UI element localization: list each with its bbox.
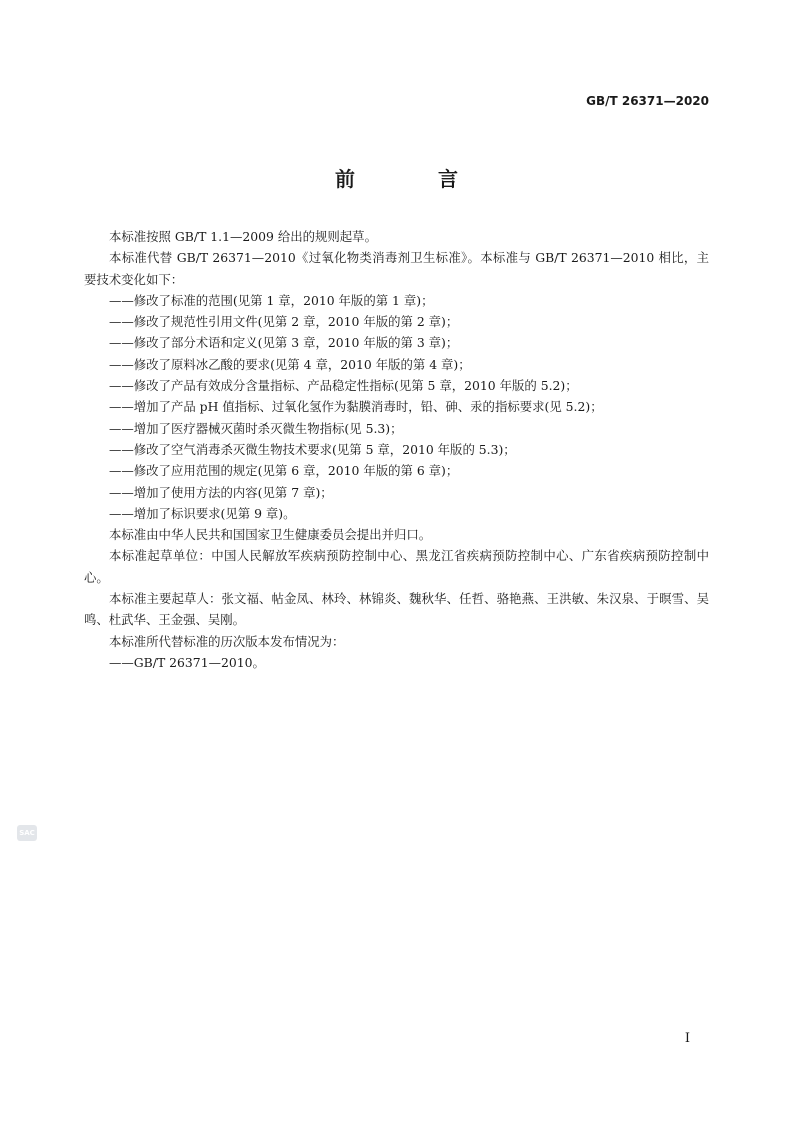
list-item: ——增加了医疗器械灭菌时杀灭微生物指标(见 5.3)； (109, 420, 403, 436)
foreword-body (84, 226, 709, 673)
page-title: 前 言 (335, 167, 496, 191)
page-number: I (684, 1031, 690, 1046)
sac-watermark-logo (17, 825, 37, 841)
list-item: ——增加了使用方法的内容(见第 7 章)； (109, 484, 333, 500)
paragraph-drafting-rules: 本标准按照 GB/T 1.1—2009 给出的规则起草。 (109, 229, 377, 244)
paragraph-proposer: 本标准由中华人民共和国国家卫生健康委员会提出并归口。 (109, 527, 432, 543)
history-item: ——GB/T 26371—2010。 (109, 654, 265, 670)
list-item: ——修改了部分术语和定义(见第 3 章，2010 年版的第 3 章)； (109, 335, 459, 351)
list-item: ——修改了空气消毒杀灭微生物技术要求(见第 5 章，2010 年版的 5.3)； (109, 441, 516, 457)
standard-code: GB/T 26371—2020 (586, 94, 709, 108)
list-item: ——修改了规范性引用文件(见第 2 章，2010 年版的第 2 章)； (109, 314, 459, 330)
watermark-text: SAC (19, 829, 35, 837)
list-item: ——修改了原料冰乙酸的要求(见第 4 章，2010 年版的第 4 章)； (109, 356, 471, 372)
list-item: ——修改了应用范围的规定(见第 6 章，2010 年版的第 6 章)； (109, 463, 459, 479)
list-item: ——增加了标识要求(见第 9 章)。 (109, 505, 296, 521)
paragraph-drafters: 本标准主要起草人：张文福、帖金凤、林玲、林锦炎、魏秋华、任哲、骆艳燕、王洪敏、朱汉泉、于暝雪、吴鸣、杜武华、王金强、吴刚。 (84, 591, 709, 628)
list-item: ——增加了产品 pH 值指标、过氧化氢作为黏膜消毒时，铅、砷、汞的指标要求(见 5.2)； (109, 399, 603, 415)
list-item: ——修改了标准的范围(见第 1 章，2010 年版的第 1 章)； (109, 292, 434, 308)
list-item: ——修改了产品有效成分含量指标、产品稳定性指标(见第 5 章，2010 年版的 5.2)； (109, 378, 578, 394)
paragraph-drafting-units: 本标准起草单位：中国人民解放军疾病预防控制中心、黑龙江省疾病预防控制中心、广东省疾病预防控制中心。 (84, 548, 709, 585)
paragraph-history-intro: 本标准所代替标准的历次版本发布情况为： (109, 633, 345, 649)
paragraph-replacement: 本标准代替 GB/T 26371—2010《过氧化物类消毒剂卫生标准》。本标准与 GB/T 26371—2010 相比，主要技术变化如下： (84, 250, 709, 287)
